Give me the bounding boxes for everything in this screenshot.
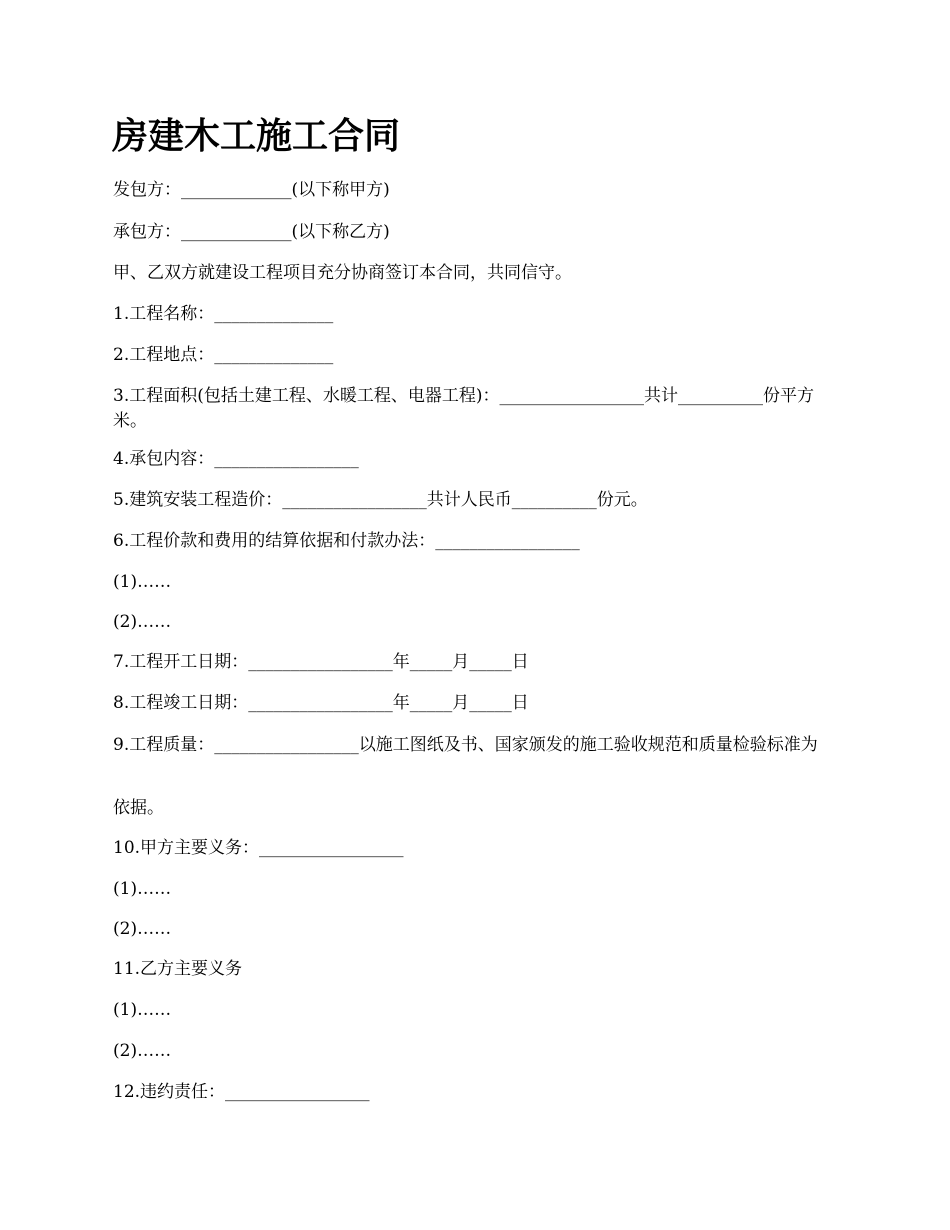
clause-quality: 9.工程质量：_________________以施工图纸及书、国家颁发的施工验收规范和质量检验标准为: [113, 735, 818, 755]
clause-liability: 12.违约责任：_________________: [113, 1082, 370, 1102]
clause-quality-continued: 依据。: [113, 798, 164, 818]
clause-project-area: 3.工程面积(包括土建工程、水暖工程、电器工程)：_________________共计__________份平方米。: [113, 386, 814, 431]
list-item: (1)……: [113, 572, 172, 592]
clause-settlement: 6.工程价款和费用的结算依据和付款办法：_________________: [113, 531, 580, 551]
clause-party-a-duties: 10.甲方主要义务：_________________: [113, 838, 404, 858]
clause-party-b-duties: 11.乙方主要义务: [113, 959, 243, 979]
clause-start-date: 7.工程开工日期：_________________年_____月_____日: [113, 652, 529, 672]
list-item: (2)……: [113, 1041, 172, 1061]
list-item: (2)……: [113, 919, 172, 939]
clause-contractor: 承包方：_____________(以下称乙方): [113, 222, 390, 242]
clause-contract-scope: 4.承包内容：_________________: [113, 449, 359, 469]
clause-preamble: 甲、乙双方就建设工程项目充分协商签订本合同，共同信守。: [113, 263, 572, 283]
clause-completion-date: 8.工程竣工日期：_________________年_____月_____日: [113, 693, 529, 713]
document-title: 房建木工施工合同: [112, 115, 401, 157]
list-item: (2)……: [113, 612, 172, 632]
list-item: (1)……: [113, 879, 172, 899]
clause-contract-price: 5.建筑安装工程造价：_________________共计人民币__________份元。: [113, 490, 648, 510]
clause-project-name: 1.工程名称：______________: [113, 304, 334, 324]
clause-employer: 发包方：_____________(以下称甲方): [113, 180, 390, 200]
clause-project-location: 2.工程地点：______________: [113, 345, 334, 365]
list-item: (1)……: [113, 1000, 172, 1020]
